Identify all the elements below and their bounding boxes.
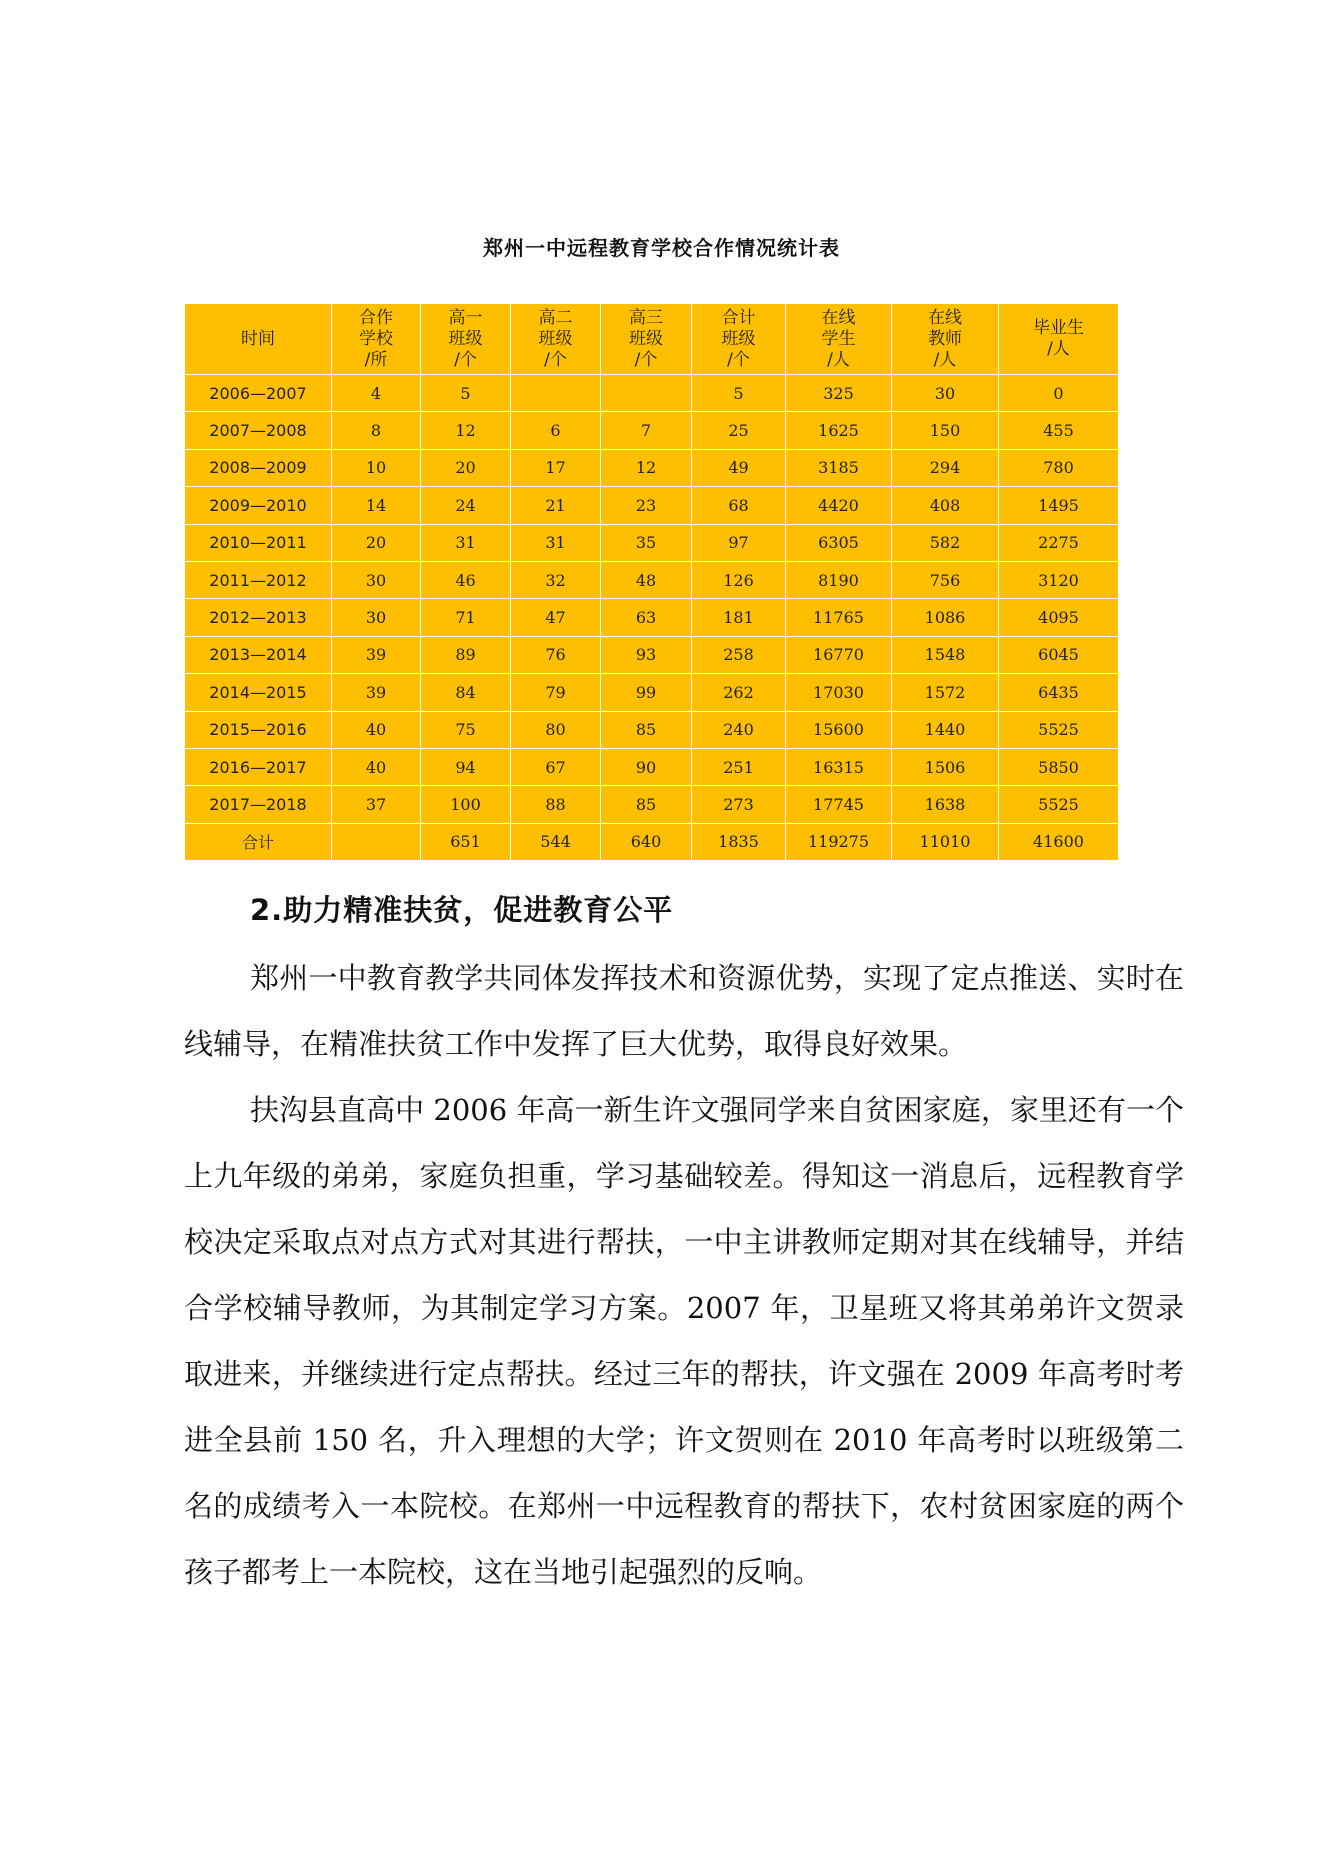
- table-cell: 5525: [999, 786, 1119, 823]
- table-cell: 79: [511, 674, 601, 711]
- table-cell: 94: [421, 748, 511, 785]
- period-cell: 2007—2008: [185, 412, 332, 449]
- table-cell: 75: [421, 711, 511, 748]
- table-cell: 12: [601, 449, 692, 486]
- table-cell: 5: [692, 375, 786, 412]
- table-cell: 23: [601, 487, 692, 524]
- table-cell: 455: [999, 412, 1119, 449]
- table-cell: 273: [692, 786, 786, 823]
- table-cell: 1495: [999, 487, 1119, 524]
- table-cell: 8: [332, 412, 421, 449]
- total-label: 合计: [185, 823, 332, 860]
- total-cell: 41600: [999, 823, 1119, 860]
- table-cell: [601, 375, 692, 412]
- period-cell: 2009—2010: [185, 487, 332, 524]
- column-header: 合计 班级 /个: [692, 304, 786, 375]
- statistics-table: [184, 303, 1119, 861]
- table-cell: 71: [421, 599, 511, 636]
- table-cell: 17030: [786, 674, 892, 711]
- period-cell: 2013—2014: [185, 636, 332, 673]
- table-cell: 408: [892, 487, 999, 524]
- table-cell: 150: [892, 412, 999, 449]
- table-cell: 21: [511, 487, 601, 524]
- table-header-row: [185, 304, 1119, 375]
- table-cell: 16315: [786, 748, 892, 785]
- total-cell: 544: [511, 823, 601, 860]
- table-cell: 39: [332, 636, 421, 673]
- table-cell: 7: [601, 412, 692, 449]
- table-cell: 3120: [999, 561, 1119, 598]
- table-cell: 1638: [892, 786, 999, 823]
- table-cell: 2275: [999, 524, 1119, 561]
- table-cell: 1086: [892, 599, 999, 636]
- table-cell: 85: [601, 711, 692, 748]
- period-cell: 2017—2018: [185, 786, 332, 823]
- table-cell: 1440: [892, 711, 999, 748]
- table-caption: 郑州一中远程教育学校合作情况统计表: [483, 236, 840, 260]
- table-cell: 30: [332, 561, 421, 598]
- table-cell: 32: [511, 561, 601, 598]
- table-cell: 48: [601, 561, 692, 598]
- total-cell: 11010: [892, 823, 999, 860]
- table-cell: 4420: [786, 487, 892, 524]
- table-cell: [511, 375, 601, 412]
- table-cell: 6305: [786, 524, 892, 561]
- table-cell: 30: [892, 375, 999, 412]
- table-cell: 6435: [999, 674, 1119, 711]
- table-cell: 11765: [786, 599, 892, 636]
- table-cell: 3185: [786, 449, 892, 486]
- table-cell: 99: [601, 674, 692, 711]
- body-text: [184, 945, 1184, 1605]
- table-cell: 6: [511, 412, 601, 449]
- column-header: 高二 班级 /个: [511, 304, 601, 375]
- table-cell: 84: [421, 674, 511, 711]
- table-cell: 20: [332, 524, 421, 561]
- total-cell: 640: [601, 823, 692, 860]
- table-cell: 16770: [786, 636, 892, 673]
- table-cell: 8190: [786, 561, 892, 598]
- table-cell: 240: [692, 711, 786, 748]
- table-cell: 10: [332, 449, 421, 486]
- column-header: 时间: [185, 304, 332, 375]
- table-cell: 40: [332, 748, 421, 785]
- table-cell: 126: [692, 561, 786, 598]
- table-cell: 90: [601, 748, 692, 785]
- table-cell: 181: [692, 599, 786, 636]
- table-cell: 251: [692, 748, 786, 785]
- table-cell: 40: [332, 711, 421, 748]
- table-cell: 20: [421, 449, 511, 486]
- table-cell: 5: [421, 375, 511, 412]
- total-cell: 119275: [786, 823, 892, 860]
- table-cell: 76: [511, 636, 601, 673]
- table-row: [185, 412, 1119, 449]
- table-cell: 780: [999, 449, 1119, 486]
- table-cell: 80: [511, 711, 601, 748]
- table-row: [185, 375, 1119, 412]
- period-cell: 2010—2011: [185, 524, 332, 561]
- table-row: [185, 674, 1119, 711]
- table-cell: 39: [332, 674, 421, 711]
- table-row: [185, 599, 1119, 636]
- table-cell: 5525: [999, 711, 1119, 748]
- column-header: 在线 学生 /人: [786, 304, 892, 375]
- table-cell: 1506: [892, 748, 999, 785]
- total-cell: 651: [421, 823, 511, 860]
- paragraph: 扶沟县直高中 2006 年高一新生许文强同学来自贫困家庭，家里还有一个上九年级的弟弟，家庭负担重，学习基础较差。得知这一消息后，远程教育学校决定采取点对点方式对其进行帮扶，一中主讲教师定期对其在线辅导，并结合学校辅导教师，为其制定学习方案。2007 年，卫星班又将其弟弟许文贺录取进来，并继续进行定点帮扶。经过三年的帮扶，许文强在 2009 年高考时考进全县前 150 名，升入理想的大学；许文贺则在 2010 年高考时以班级第二名的成绩考入一本院校。在郑州一中远程教育的帮扶下，农村贫困家庭的两个孩子都考上一本院校，这在当地引起强烈的反响。: [184, 1093, 1184, 1589]
- table-row: [185, 711, 1119, 748]
- table-row: [185, 487, 1119, 524]
- table-cell: 31: [511, 524, 601, 561]
- column-header: 合作 学校 /所: [332, 304, 421, 375]
- table-cell: 294: [892, 449, 999, 486]
- period-cell: 2012—2013: [185, 599, 332, 636]
- table-cell: 262: [692, 674, 786, 711]
- column-header: 高一 班级 /个: [421, 304, 511, 375]
- table-cell: 30: [332, 599, 421, 636]
- table-cell: 67: [511, 748, 601, 785]
- column-header: 高三 班级 /个: [601, 304, 692, 375]
- total-cell: [332, 823, 421, 860]
- column-header: 在线 教师 /人: [892, 304, 999, 375]
- period-cell: 2015—2016: [185, 711, 332, 748]
- table-cell: 1625: [786, 412, 892, 449]
- table-cell: 63: [601, 599, 692, 636]
- table-cell: 582: [892, 524, 999, 561]
- table-cell: 100: [421, 786, 511, 823]
- table-cell: 37: [332, 786, 421, 823]
- table-cell: 47: [511, 599, 601, 636]
- table-cell: 258: [692, 636, 786, 673]
- section-heading: 2.助力精准扶贫，促进教育公平: [250, 893, 674, 927]
- table-row: [185, 524, 1119, 561]
- table-cell: 1572: [892, 674, 999, 711]
- period-cell: 2006—2007: [185, 375, 332, 412]
- table-cell: 17745: [786, 786, 892, 823]
- table-cell: 89: [421, 636, 511, 673]
- table-cell: 85: [601, 786, 692, 823]
- period-cell: 2008—2009: [185, 449, 332, 486]
- table-row: [185, 636, 1119, 673]
- table-cell: 49: [692, 449, 786, 486]
- table-cell: 46: [421, 561, 511, 598]
- table-row: [185, 786, 1119, 823]
- table-cell: 68: [692, 487, 786, 524]
- table-cell: 4: [332, 375, 421, 412]
- table-row: [185, 449, 1119, 486]
- table-cell: 93: [601, 636, 692, 673]
- total-cell: 1835: [692, 823, 786, 860]
- table-cell: 35: [601, 524, 692, 561]
- table-cell: 5850: [999, 748, 1119, 785]
- column-header: 毕业生 /人: [999, 304, 1119, 375]
- table-cell: 4095: [999, 599, 1119, 636]
- total-row: [185, 823, 1119, 860]
- table-cell: 325: [786, 375, 892, 412]
- table-row: [185, 748, 1119, 785]
- table-cell: 88: [511, 786, 601, 823]
- table-cell: 14: [332, 487, 421, 524]
- table-cell: 0: [999, 375, 1119, 412]
- table-row: [185, 561, 1119, 598]
- period-cell: 2016—2017: [185, 748, 332, 785]
- table-cell: 756: [892, 561, 999, 598]
- table-cell: 1548: [892, 636, 999, 673]
- table-cell: 15600: [786, 711, 892, 748]
- period-cell: 2011—2012: [185, 561, 332, 598]
- paragraph: 郑州一中教育教学共同体发挥技术和资源优势，实现了定点推送、实时在线辅导，在精准扶贫工作中发挥了巨大优势，取得良好效果。: [184, 961, 1184, 1061]
- table-cell: 25: [692, 412, 786, 449]
- table-cell: 12: [421, 412, 511, 449]
- table-cell: 6045: [999, 636, 1119, 673]
- table-cell: 17: [511, 449, 601, 486]
- period-cell: 2014—2015: [185, 674, 332, 711]
- table-cell: 97: [692, 524, 786, 561]
- table-cell: 24: [421, 487, 511, 524]
- table-cell: 31: [421, 524, 511, 561]
